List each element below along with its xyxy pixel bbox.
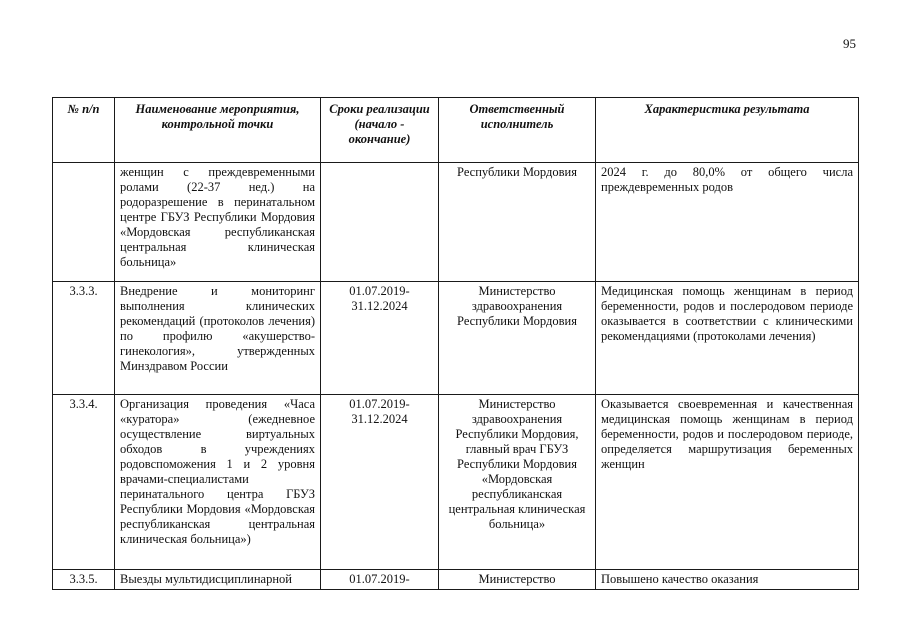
activity-name: Организация проведения «Часа «куратора» (ежедневное осуществление виртуальных обходов в учреждениях родовспоможения 1 и 2 уровня врачами-специалистами перинатального центра ГБУЗ Республики Мордовия «Мордовская республиканская центральная клиническая больница»): [115, 395, 321, 570]
header-activity-name: Наименование мероприятия, контрольной точки: [115, 98, 321, 163]
activity-dates: [321, 163, 439, 282]
row-number: 3.3.5.: [53, 570, 115, 590]
responsible-executor: Министерство: [439, 570, 596, 590]
table-row: [53, 570, 859, 590]
row-number: 3.3.3.: [53, 282, 115, 395]
result-description: 2024 г. до 80,0% от общего числа преждевременных родов: [596, 163, 859, 282]
header-result: Характеристика результата: [596, 98, 859, 163]
activities-table: [52, 97, 859, 590]
responsible-executor: Министерство здравоохранения Республики Мордовия: [439, 282, 596, 395]
table-row: [53, 395, 859, 570]
activity-dates: 01.07.2019-: [321, 570, 439, 590]
header-number: № п/п: [53, 98, 115, 163]
result-description: Повышено качество оказания: [596, 570, 859, 590]
row-number: [53, 163, 115, 282]
header-responsible: Ответственный исполнитель: [439, 98, 596, 163]
result-description: Медицинская помощь женщинам в период беременности, родов и послеродовом периоде оказывается в соответствии с клиническими рекомендациями (протоколами лечения): [596, 282, 859, 395]
table-row: [53, 282, 859, 395]
activity-dates: 01.07.2019-31.12.2024: [321, 282, 439, 395]
activity-name: Выезды мультидисциплинарной: [115, 570, 321, 590]
result-description: Оказывается своевременная и качественная медицинская помощь женщинам в период беременности, родов и послеродовом периоде, определяется маршрутизация беременных женщин: [596, 395, 859, 570]
table-body: [53, 163, 859, 590]
header-row: [53, 98, 859, 163]
activity-name: женщин с преждевременными ролами (22-37 нед.) на родоразрешение в перинатальном центре ГБУЗ Республики Мордовия «Мордовская республиканская центральная клиническая больница»: [115, 163, 321, 282]
responsible-executor: Министерство здравоохранения Республики Мордовия, главный врач ГБУЗ Республики Мордовия «Мордовская республиканская центральная клиническая больница»: [439, 395, 596, 570]
responsible-executor: Республики Мордовия: [439, 163, 596, 282]
page-number: 95: [843, 36, 856, 51]
activity-dates: 01.07.2019-31.12.2024: [321, 395, 439, 570]
table-header: [53, 98, 859, 163]
activity-name: Внедрение и мониторинг выполнения клинических рекомендаций (протоколов лечения) по профилю «акушерство-гинекология», утвержденных Минздравом России: [115, 282, 321, 395]
table-row: [53, 163, 859, 282]
row-number: 3.3.4.: [53, 395, 115, 570]
header-timeframe: Сроки реализации (начало - окончание): [321, 98, 439, 163]
